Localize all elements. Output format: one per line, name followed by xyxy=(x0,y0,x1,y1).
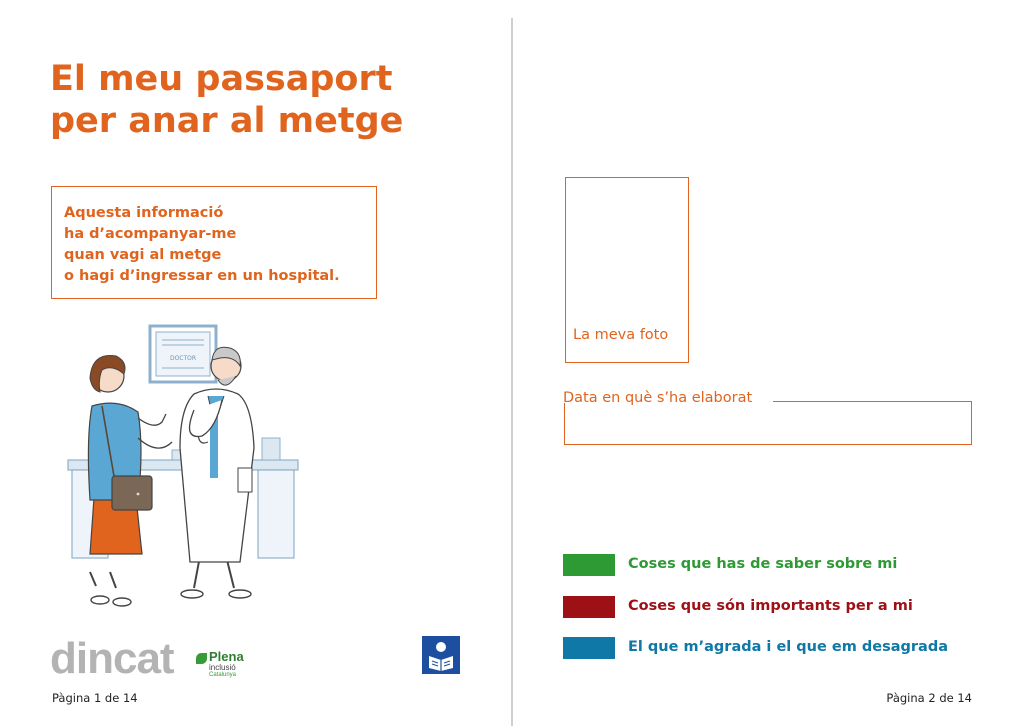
date-label: Data en què s’ha elaborat xyxy=(563,390,753,406)
dincat-logo: dincat xyxy=(50,634,174,683)
info-line-1: Aquesta informació xyxy=(64,205,224,221)
plena-inclusio-logo xyxy=(196,650,256,678)
page-title xyxy=(50,58,403,142)
info-line-2: ha d’acompanyar-me xyxy=(64,226,237,242)
doctor-visit-illustration xyxy=(62,318,302,618)
legend-label-green: Coses que has de saber sobre mi xyxy=(628,556,898,572)
page-number-right: Pàgina 2 de 14 xyxy=(886,691,972,705)
page-divider xyxy=(511,18,513,726)
woman-figure xyxy=(88,355,172,606)
info-line-4: o hagi d’ingressar en un hospital. xyxy=(64,268,340,284)
date-field[interactable] xyxy=(564,401,972,445)
legend-swatch-green xyxy=(563,554,615,576)
diploma-frame xyxy=(150,326,216,382)
info-line-3: quan vagi al metge xyxy=(64,247,222,263)
legend-swatch-blue xyxy=(563,637,615,659)
legend-swatch-red xyxy=(563,596,615,618)
title-line-1: El meu passaport xyxy=(50,59,393,99)
legend-label-blue: El que m’agrada i el que em desagrada xyxy=(628,639,948,655)
legend-label-red: Coses que són importants per a mi xyxy=(628,598,913,614)
plena-logo-line-3: Catalunya xyxy=(209,672,237,678)
leaf-icon xyxy=(196,653,207,664)
doctor-figure xyxy=(180,347,254,598)
title-line-2: per anar al metge xyxy=(50,101,404,141)
easy-read-icon xyxy=(422,636,460,674)
photo-label: La meva foto xyxy=(573,327,669,343)
plena-logo-line-1: Plena xyxy=(209,649,244,664)
info-box xyxy=(51,186,377,299)
plena-logo-line-2: inclusió xyxy=(209,663,236,672)
diploma-text: DOCTOR xyxy=(169,355,197,362)
page-number-left: Pàgina 1 de 14 xyxy=(52,691,138,705)
